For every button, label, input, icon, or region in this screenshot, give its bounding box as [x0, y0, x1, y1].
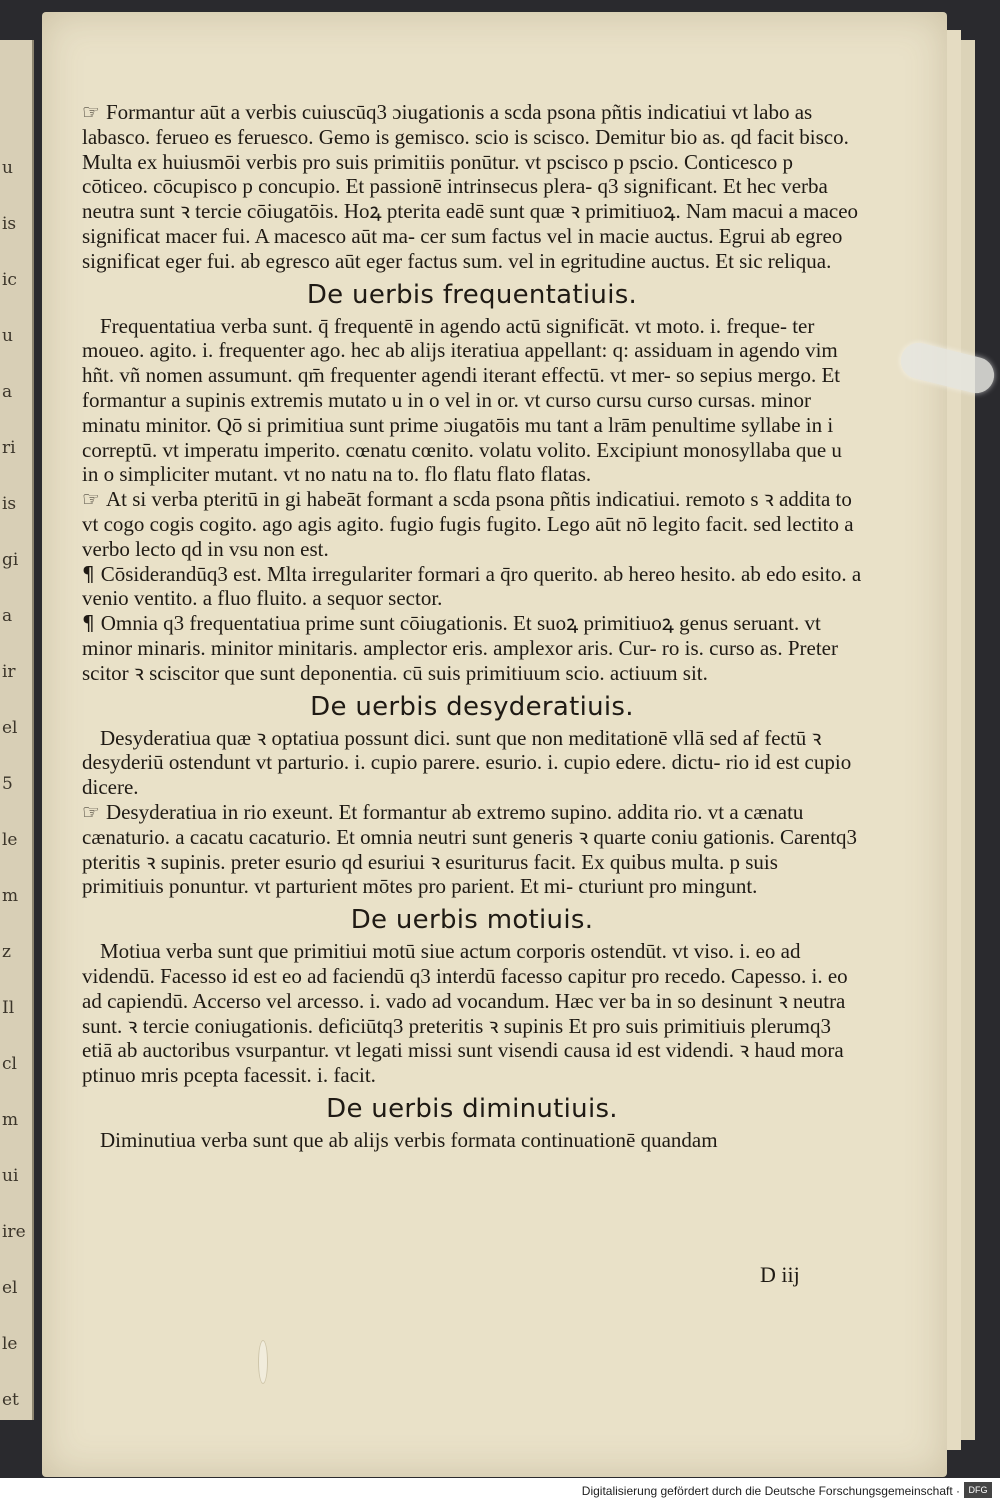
- page-text-block: [82, 100, 862, 1153]
- facing-page-fragment: 5: [2, 774, 13, 794]
- section-heading: De uerbis diminutiuis.: [326, 1093, 618, 1124]
- facing-page-fragment: et: [2, 1390, 19, 1410]
- paragraph-text: Diminutiua verba sunt que ab alijs verbis formata continuationē quandam: [100, 1127, 718, 1152]
- facing-page-fragment: ire: [2, 1222, 26, 1242]
- paragraph-mark-icon: ¶: [82, 611, 95, 636]
- body-paragraph: [82, 611, 862, 685]
- facing-page-text-fragments: [2, 160, 30, 1448]
- facing-page-fragment: ri: [2, 438, 16, 458]
- facing-page-fragment: gi: [2, 550, 19, 570]
- facing-page-fragment: u: [2, 158, 13, 178]
- paragraph-text: Formantur aūt a verbis cuiuscūq3 ɔiugationis a scda psona pñtis indicatiui vt labo as labasco. ferueo es feruesco. Gemo is gemisco. scio is scisco. Demitur bio as. qd facit bisco. Multa ex huiusmōi verbis pro suis primitiis ponūtur. vt pscisco p pscio. Conticesco p cōticeo. cōcupisco p concupio. Et passionē intrinsecus plera- q3 significant. Et hec verba neutra sunt ꝛ tercie cōiugatōis. Hoꝝ pterita eadē sunt quæ ꝛ primitiuoꝝ. Nam macui a maceo significat macer fui. A macesco aūt ma- cer sum factus vel in macie auctus. Egrui ab egreo significat eger fui. ab egresco aūt eger factus sum. vel in egritudine auctus. Et sic reliqua.: [82, 100, 859, 273]
- paragraph-text: Frequentatiua verba sunt. q̄ frequentē in agendo actū significāt. vt moto. i. freque- ter moueo. agito. i. frequenter ago. hec ab alijs iteratiua appellant: q: assiduam in agendo vim hñt. vñ nomen assumunt. qm̄ frequenter agendi iterant effectū. vt mer- so sepius mergo. Et formantur a supinis extremis mutato u in o vel in or. vt curso cursu curso cursas. minor minatu minitor. Qō si primitiua sunt prime ɔiugatōis mu tant a lrām penultime syllabe in i correptū. vt imperatu imperito. cœnatu cœnito. volatu volito. Excipiunt monosyllaba que u in o simpliciter mutant. vt no natu na to. flo flatu flato flatas.: [82, 313, 842, 487]
- section-heading: De uerbis motiuis.: [350, 905, 594, 936]
- facing-page-fragment: m: [2, 886, 19, 906]
- paragraph-text: Cōsiderandūq3 est. Mlta irregulariter formari a q̄ro querito. ab hereo hesito. ab edo esito. a venio ventito. a fluo fluito. a sequor sector.: [82, 561, 862, 611]
- page-blemish: [258, 1340, 268, 1384]
- paragraph-text: Omnia q3 frequentatiua prime sunt cōiugationis. Et suoꝝ primitiuoꝝ genus seruant. vt minor minaris. minitor minitaris. amplector eris. amplexor aris. Cur- ro is. curso as. Preter scitor ꝛ sciscitor que sunt deponentia. cū suis primitiuum scio. actiuum sit.: [82, 611, 838, 685]
- facing-page-fragment: el: [2, 718, 18, 738]
- facing-page-fragment: ic: [2, 270, 17, 290]
- facing-page-edge: [0, 40, 34, 1420]
- paragraph-text: Motiua verba sunt que primitiui motū siue actum corporis ostendūt. vt viso. i. eo ad videndū. Facesso id est eo ad faciendū q3 interdū facesso capitur pro recedo. Capesso. i. eo ad capiendū. Accerso vel arcesso. i. vado ad vocandum. Hæc ver ba in so desinunt ꝛ neutra sunt. ꝛ tercie coniugationis. deficiūtq3 preteritis ꝛ supinis Et pro suis primitiuis plerumq3 etiā ab auctoribus vsurpantur. vt legati missi sunt visendi causa id est videndi. ꝛ haud mora ptinuo mris pcepta facessit. i. facit.: [82, 939, 848, 1088]
- body-paragraph: [82, 1128, 862, 1153]
- body-paragraph: [82, 314, 862, 488]
- dfg-logo: DFG: [964, 1482, 992, 1498]
- facing-page-fragment: ir: [2, 662, 16, 682]
- section-heading: De uerbis frequentatiuis.: [306, 279, 638, 310]
- paragraph-mark-icon: ¶: [82, 561, 95, 586]
- pointing-hand-icon: ☞: [82, 100, 100, 124]
- paragraph-text: Desyderatiua in rio exeunt. Et formantur ab extremo supino. addita rio. vt a cænatu cænaturio. a cacatu cacaturio. Et omnia neutri sunt generis ꝛ quarte coniu gationis. Carentq3 pteritis ꝛ supinis. preter esurio qd esuriui ꝛ esuriturus facit. Ex quibus multa. p suis primitiuis ponuntur. vt parturient mōtes pro parient. Et mi- cturiunt pro mingunt.: [82, 799, 858, 899]
- body-paragraph: [82, 562, 862, 612]
- body-paragraph: [82, 800, 862, 899]
- pointing-hand-icon: ☞: [82, 487, 100, 512]
- facing-page-fragment: cl: [2, 1054, 17, 1074]
- facing-page-fragment: is: [2, 494, 17, 514]
- body-paragraph: [82, 100, 862, 274]
- footer-credit: Digitalisierung gefördert durch die Deutsche Forschungsgemeinschaft ·: [581, 1484, 960, 1498]
- facing-page-fragment: le: [2, 830, 18, 850]
- paragraph-text: Desyderatiua quæ ꝛ optatiua possunt dici. sunt que non meditationē vllā sed af fectū ꝛ desyderiū ostendunt vt parturio. i. cupio parere. esurio. i. cupio edere. dictu- rio id est cupio dicere.: [82, 725, 852, 800]
- facing-page-fragment: le: [2, 1334, 18, 1354]
- body-paragraph: [82, 939, 862, 1088]
- body-paragraph: [82, 726, 862, 800]
- facing-page-fragment: u: [2, 326, 13, 346]
- facing-page-fragment: a: [2, 606, 13, 626]
- section-heading: De uerbis desyderatiuis.: [310, 691, 634, 722]
- facing-page-fragment: a: [2, 382, 13, 402]
- paragraph-text: At si verba pteritū in gi habeāt formant a scda psona pñtis indicatiui. remoto s ꝛ addita to vt cogo cogis cogito. ago agis agito. fugio fugis fugito. Lego aūt nō legito facit. sed lectito a verbo lecto qd in vsu non est.: [82, 487, 854, 561]
- facing-page-fragment: z: [2, 942, 11, 962]
- facing-page-fragment: el: [2, 1278, 18, 1298]
- signature-mark: D iij: [760, 1262, 800, 1287]
- facing-page-fragment: is: [2, 214, 17, 234]
- facing-page-fragment: ui: [2, 1166, 19, 1186]
- facing-page-fragment: Il: [2, 998, 15, 1018]
- body-paragraph: [82, 487, 862, 561]
- pointing-hand-icon: ☞: [82, 799, 100, 824]
- facing-page-fragment: m: [2, 1110, 19, 1130]
